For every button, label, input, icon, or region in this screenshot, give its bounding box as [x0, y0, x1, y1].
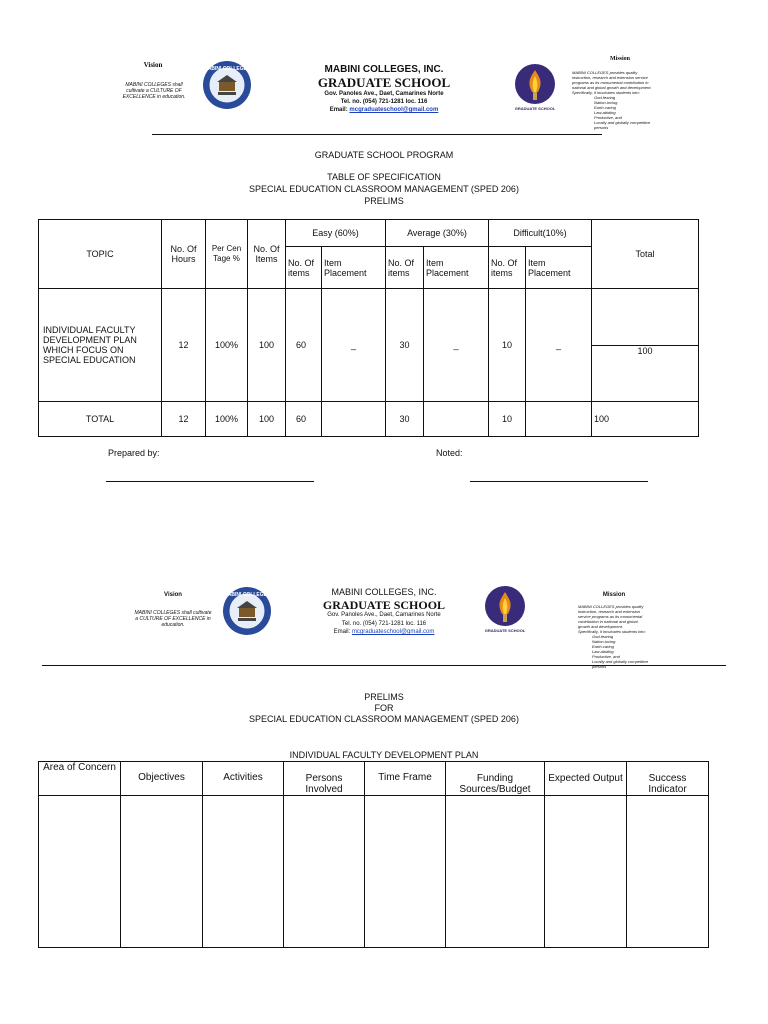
mission-item: Law-abiding [592, 649, 614, 654]
mission-item: Nation-loving [592, 639, 616, 644]
mission-text: MABINI COLLEGES provides quality instruction, research and extension service programs as its monumental contribution in national and global growth and development. [578, 604, 644, 629]
mission-lead: Specifically, it inculcates students into: [578, 629, 646, 634]
col-funding: Funding Sources/Budget [446, 762, 545, 796]
row-difficult-items: 10 [489, 289, 526, 402]
total-hours: 12 [162, 402, 206, 437]
header-average: Average (30%) [386, 220, 489, 247]
grad-logo-text: GRADUATE SCHOOL [514, 106, 556, 111]
noted-label: Noted: [436, 448, 463, 458]
row-average-placement: _ [424, 289, 489, 402]
row-hours: 12 [162, 289, 206, 402]
email-link[interactable]: mcgraduateschool@gmail.com [351, 629, 435, 635]
row-easy-placement: _ [322, 289, 386, 402]
college-seal-logo [222, 586, 272, 636]
header-items: No. Of Items [248, 220, 286, 289]
mission-title: Mission [602, 592, 626, 598]
total-percent: 100% [206, 402, 248, 437]
header-difficult-no-items: No. Of items [489, 247, 526, 289]
total-easy: 60 [286, 402, 322, 437]
prelims-title: PRELIMS [364, 692, 404, 702]
mission-item: Locally and globally competitive persons [594, 120, 651, 130]
plan-title: INDIVIDUAL FACULTY DEVELOPMENT PLAN [289, 750, 479, 760]
total-items: 100 [248, 402, 286, 437]
col-area-of-concern: Area of Concern [39, 762, 121, 796]
college-name: MABINI COLLEGES, INC. [324, 64, 444, 75]
mission-item: Law-abiding [594, 110, 616, 115]
total-label: TOTAL [39, 402, 162, 437]
email-line [284, 629, 484, 636]
course-title: SPECIAL EDUCATION CLASSROOM MANAGEMENT (SPED 206) [249, 714, 519, 724]
plan-cell [627, 796, 709, 948]
mission-block [572, 70, 654, 130]
plan-cell [121, 796, 203, 948]
table-header-row [39, 220, 699, 247]
total-difficult-placement [526, 402, 592, 437]
mission-title: Mission [609, 56, 630, 62]
plan-cell [284, 796, 365, 948]
mission-lead: Specifically, it inculcates students into: [572, 90, 640, 95]
vision-text: MABINI COLLEGES shall cultivate a CULTURE OF EXCELLENCE in education. [122, 82, 186, 100]
tos-title: TABLE OF SPECIFICATION [327, 172, 441, 182]
mission-block [578, 604, 650, 669]
row-average-items: 30 [386, 289, 424, 402]
col-time-frame: Time Frame [365, 762, 446, 796]
header-average-placement: Item Placement [424, 247, 489, 289]
row-topic: INDIVIDUAL FACULTY DEVELOPMENT PLAN WHICH FOCUS ON SPECIAL EDUCATION [39, 289, 162, 402]
header-rule [42, 665, 726, 666]
vision-text: MABINI COLLEGES shall cultivate a CULTURE OF EXCELLENCE in education. [134, 610, 212, 628]
plan-cell [446, 796, 545, 948]
specification-table [38, 219, 699, 437]
row-percent: 100% [206, 289, 248, 402]
plan-header-row [39, 762, 709, 796]
program-title: GRADUATE SCHOOL PROGRAM [314, 150, 454, 160]
total-total: 100 [592, 402, 699, 437]
mission-item: Productive, and [594, 115, 622, 120]
seal-text: MABINI COLLEGES [203, 66, 251, 72]
plan-cell [39, 796, 121, 948]
noted-signature-line [470, 481, 648, 482]
plan-cell [203, 796, 284, 948]
col-success-indicator: Success Indicator [627, 762, 709, 796]
address: Gov. Panoles Ave., Daet, Camarines Norte [327, 612, 441, 618]
vision-title: Vision [143, 61, 163, 69]
email-label: Email: [329, 107, 348, 113]
header-difficult: Difficult(10%) [489, 220, 592, 247]
mission-item: Nation-loving [594, 100, 618, 105]
term-title: PRELIMS [364, 196, 404, 206]
graduate-school-logo [480, 584, 530, 634]
header-total: Total [592, 220, 699, 289]
plan-cell [545, 796, 627, 948]
mission-item: Productive, and [592, 654, 620, 659]
header-rule [152, 134, 602, 135]
seal-text: MABINI COLLEGES [223, 592, 271, 598]
plan-body-row [39, 796, 709, 948]
col-objectives: Objectives [121, 762, 203, 796]
mission-item: Earth-caring [592, 644, 614, 649]
row-difficult-placement: _ [526, 289, 592, 402]
for-title: FOR [374, 703, 394, 713]
header-hours: No. Of Hours [162, 220, 206, 289]
header-average-no-items: No. Of items [386, 247, 424, 289]
total-difficult: 10 [489, 402, 526, 437]
header-easy: Easy (60%) [286, 220, 386, 247]
grad-logo-text: GRADUATE SCHOOL [484, 628, 526, 633]
prepared-by-label: Prepared by: [108, 448, 160, 458]
row-total-empty [592, 289, 699, 346]
graduate-school-logo [510, 62, 560, 112]
school-name: GRADUATE SCHOOL [317, 75, 451, 90]
total-easy-placement [322, 402, 386, 437]
table-total-row [39, 402, 699, 437]
header-percentage: Per Cen Tage % [206, 220, 248, 289]
email-link[interactable]: mcgraduateschool@gmail.com [349, 107, 439, 113]
header-difficult-placement: Item Placement [526, 247, 592, 289]
total-average: 30 [386, 402, 424, 437]
college-seal-logo [202, 60, 252, 110]
email-line [284, 107, 484, 114]
course-title: SPECIAL EDUCATION CLASSROOM MANAGEMENT (SPED 206) [249, 184, 519, 194]
telephone: Tel. no. (054) 721-1281 loc. 116 [341, 621, 427, 627]
header-easy-placement: Item Placement [322, 247, 386, 289]
mission-item: God-fearing [592, 634, 614, 639]
header-easy-no-items: No. Of items [286, 247, 322, 289]
row-items: 100 [248, 289, 286, 402]
header-topic: TOPIC [39, 220, 162, 289]
address: Gov. Panoles Ave., Daet, Camarines Norte [324, 91, 444, 97]
telephone: Tel. no. (054) 721-1281 loc. 116 [340, 99, 428, 105]
vision-title: Vision [164, 592, 182, 598]
plan-cell [365, 796, 446, 948]
row-easy-items: 60 [286, 289, 322, 402]
prepared-by-signature-line [106, 481, 314, 482]
table-row [39, 289, 699, 346]
development-plan-table [38, 761, 709, 948]
row-total: 100 [592, 346, 699, 402]
mission-item: Locally and globally competitive persons [592, 659, 649, 669]
col-expected-output: Expected Output [545, 762, 627, 796]
email-label: Email: [333, 629, 351, 635]
mission-text: MABINI COLLEGES provides quality instruction, research and extension service programs as its monumental contribution in national and global growth and development. [572, 70, 652, 90]
mission-item: God-fearing [594, 95, 616, 100]
school-name: GRADUATE SCHOOL [322, 598, 446, 612]
col-activities: Activities [203, 762, 284, 796]
col-persons-involved: Persons Involved [284, 762, 365, 796]
total-average-placement [424, 402, 489, 437]
college-name: MABINI COLLEGES, INC. [331, 587, 437, 597]
mission-item: Earth-caring [594, 105, 616, 110]
